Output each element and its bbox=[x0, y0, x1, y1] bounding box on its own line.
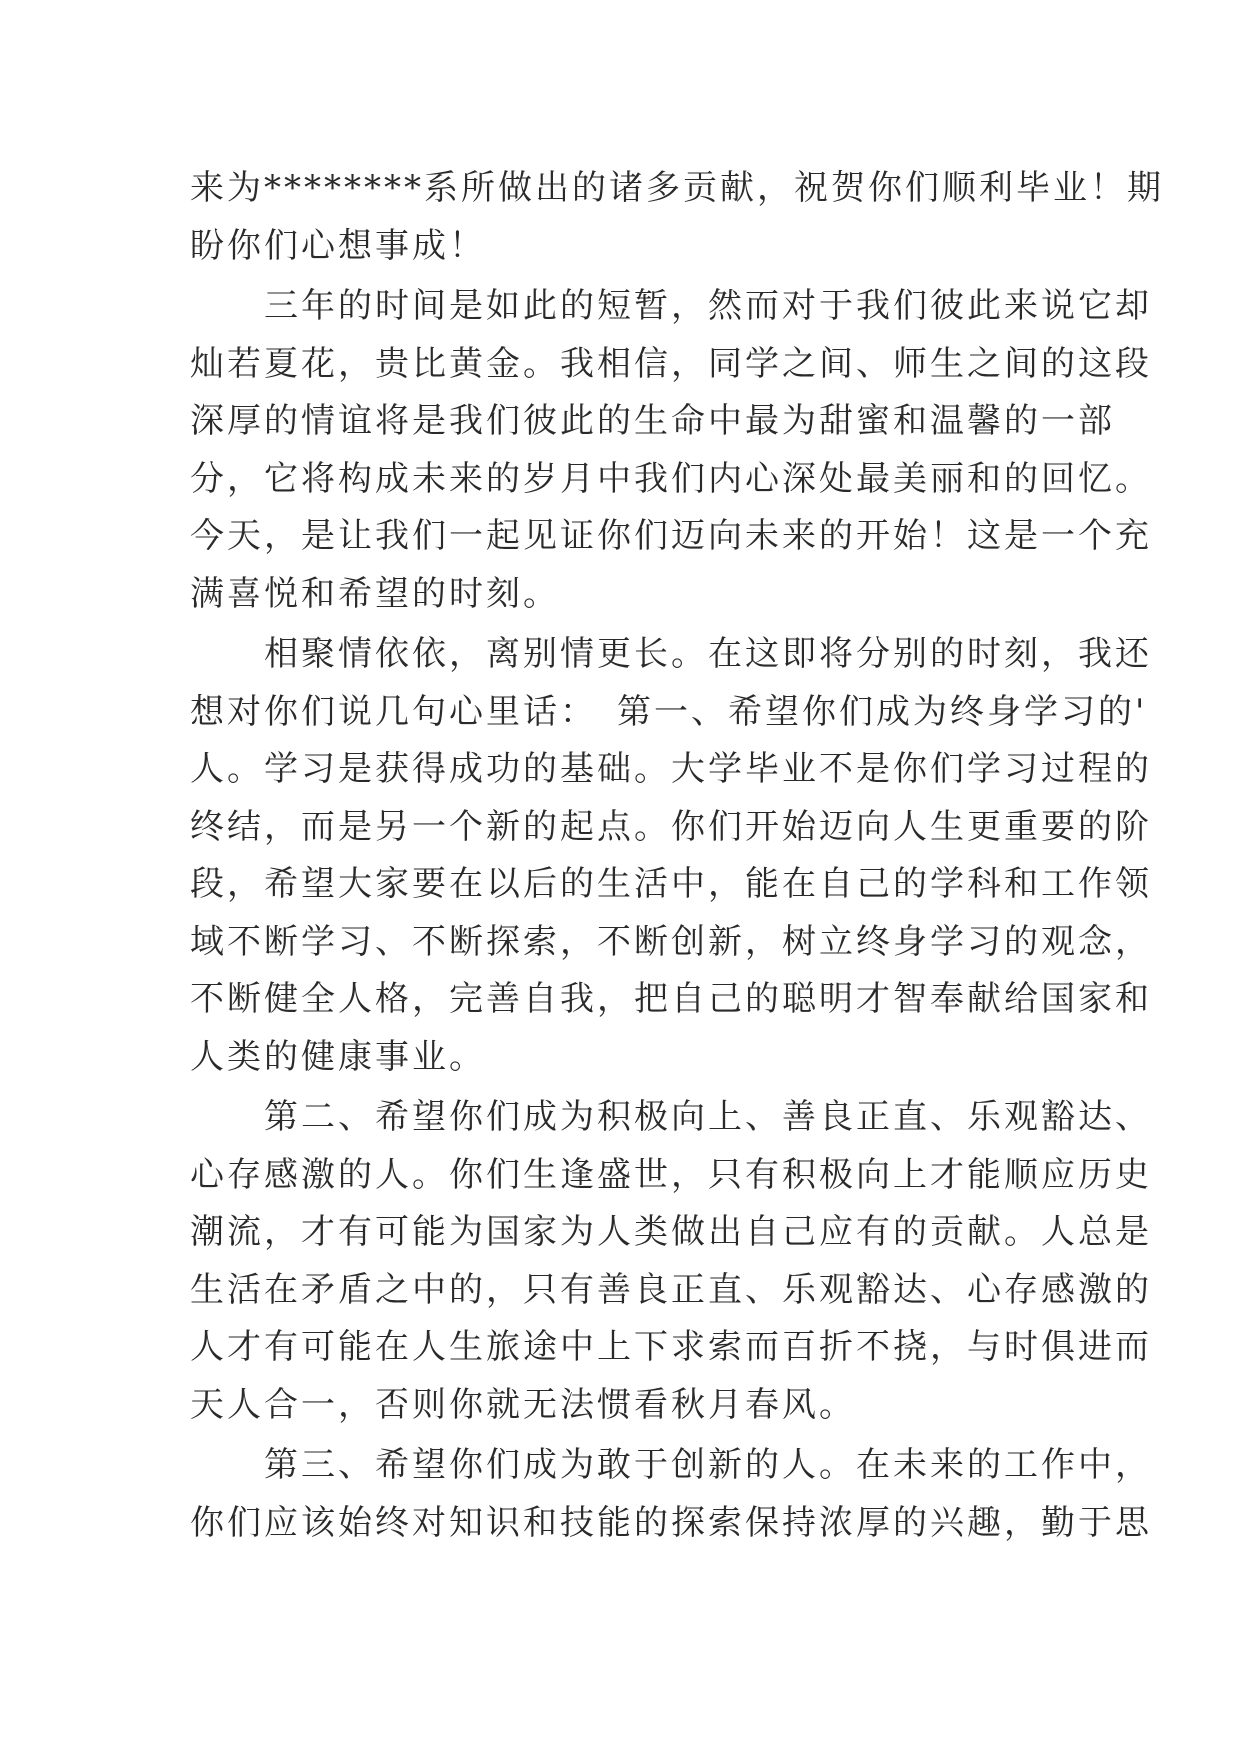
text-line: 天人合一，否则你就无法惯看秋月春风。 bbox=[190, 1384, 856, 1425]
text-line: 潮流，才有可能为国家为人类做出自己应有的贡献。人总是 bbox=[190, 1212, 1152, 1252]
text-line: 想对你们说几句心里话： 第一、希望你们成为终身学习的' bbox=[190, 691, 1148, 732]
text-line: 来为********系所做出的诸多贡献，祝贺你们顺利毕业！期 bbox=[190, 168, 1164, 208]
text-line: 心存感激的人。你们生逢盛世，只有积极向上才能顺应历史 bbox=[190, 1154, 1152, 1195]
text-line: 深厚的情谊将是我们彼此的生命中最为甜蜜和温馨的一部 bbox=[190, 401, 1115, 441]
text-line: 今天，是让我们一起见证你们迈向未来的开始！这是一个充 bbox=[190, 516, 1152, 556]
text-line: 分，它将构成未来的岁月中我们内心深处最美丽和的回忆。 bbox=[190, 458, 1152, 499]
text-line: 相聚情依依，离别情更长。在这即将分别的时刻，我还 bbox=[190, 634, 1152, 674]
text-line: 第三、希望你们成为敢于创新的人。在未来的工作中， bbox=[190, 1445, 1152, 1485]
text-line: 三年的时间是如此的短暂，然而对于我们彼此来说它却 bbox=[190, 286, 1152, 326]
text-line: 生活在矛盾之中的，只有善良正直、乐观豁达、心存感激的 bbox=[190, 1269, 1152, 1310]
text-line: 第二、希望你们成为积极向上、善良正直、乐观豁达、 bbox=[190, 1097, 1152, 1137]
text-line: 满喜悦和希望的时刻。 bbox=[190, 573, 560, 614]
text-line: 域不断学习、不断探索，不断创新，树立终身学习的观念， bbox=[190, 921, 1152, 962]
text-line: 人类的健康事业。 bbox=[190, 1036, 486, 1077]
text-line: 盼你们心想事成！ bbox=[190, 225, 486, 266]
text-line: 灿若夏花，贵比黄金。我相信，同学之间、师生之间的这段 bbox=[190, 343, 1152, 384]
text-line: 终结，而是另一个新的起点。你们开始迈向人生更重要的阶 bbox=[190, 806, 1152, 847]
text-line: 段，希望大家要在以后的生活中，能在自己的学科和工作领 bbox=[190, 864, 1152, 904]
text-line: 不断健全人格，完善自我，把自己的聪明才智奉献给国家和 bbox=[190, 979, 1152, 1019]
text-line: 你们应该始终对知识和技能的探索保持浓厚的兴趣，勤于思 bbox=[190, 1502, 1152, 1543]
text-line: 人才有可能在人生旅途中上下求索而百折不挠，与时俱进而 bbox=[190, 1327, 1152, 1367]
text-line: 人。学习是获得成功的基础。大学毕业不是你们学习过程的 bbox=[190, 749, 1152, 789]
document-body bbox=[190, 160, 1164, 1552]
